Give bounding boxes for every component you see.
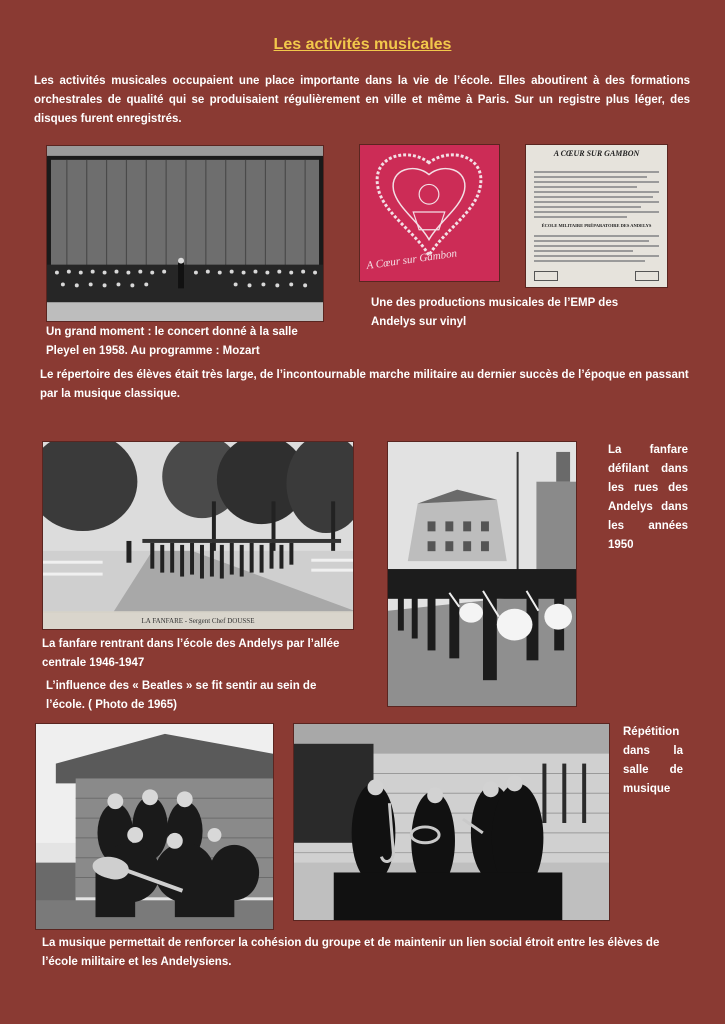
record-sleeve-back bbox=[525, 144, 668, 288]
sheet-title: A CŒUR SUR GAMBON bbox=[553, 149, 640, 158]
sheet-school: ÉCOLE MILITAIRE PRÉPARATOIRE DES ANDELYS bbox=[541, 223, 652, 228]
vinyl-caption: Une des productions musicales de l’EMP des Andelys sur vinyl bbox=[371, 297, 619, 328]
conclusion-paragraph: La musique permettait de renforcer la cohésion du groupe et de maintenir un lien social étroit entre les élèves de l’école militaire et les Andelysiens. bbox=[42, 937, 660, 968]
fanfare-parade-caption: La fanfare défilant dans les rues des Andelys dans les années 1950 bbox=[608, 444, 688, 551]
intro-paragraph: Les activités musicales occupaient une place importante dans la vie de l’école. Elles aboutirent à des formations orchestrales de qualité qui se produisaient régulièrement en ville et même à Paris. Sur un registre plus léger, des disques furent enregistrés. bbox=[34, 75, 690, 125]
vinyl-cover-text: A Cœur sur Gambon bbox=[365, 247, 458, 272]
fanfare-entering-caption: La fanfare rentrant dans l’école des Andelys par l’allée centrale 1946-1947 bbox=[42, 638, 340, 669]
rehearsal-photo bbox=[293, 723, 610, 921]
page-title: Les activités musicales bbox=[273, 36, 452, 53]
concert-caption: Un grand moment : le concert donné à la salle Pleyel en 1958. Au programme : Mozart bbox=[46, 326, 298, 357]
beatles-caption: L’influence des « Beatles » se fit sentir au sein de l’école. ( Photo de 1965) bbox=[46, 680, 317, 711]
fanfare-photo-label: LA FANFARE - Sergent Chef DOUSSE bbox=[43, 613, 353, 629]
vinyl-cover bbox=[359, 144, 500, 282]
beatles-photo bbox=[35, 723, 274, 930]
repertoire-paragraph: Le répertoire des élèves était très large, de l’incontournable marche militaire au dernier succès de l’époque en passant par la musique classique. bbox=[40, 369, 689, 400]
fanfare-entering-photo bbox=[42, 441, 354, 630]
fanfare-parade-photo bbox=[387, 441, 577, 707]
concert-photo bbox=[46, 145, 324, 322]
rehearsal-caption: Répétition dans la salle de musique bbox=[623, 726, 683, 795]
